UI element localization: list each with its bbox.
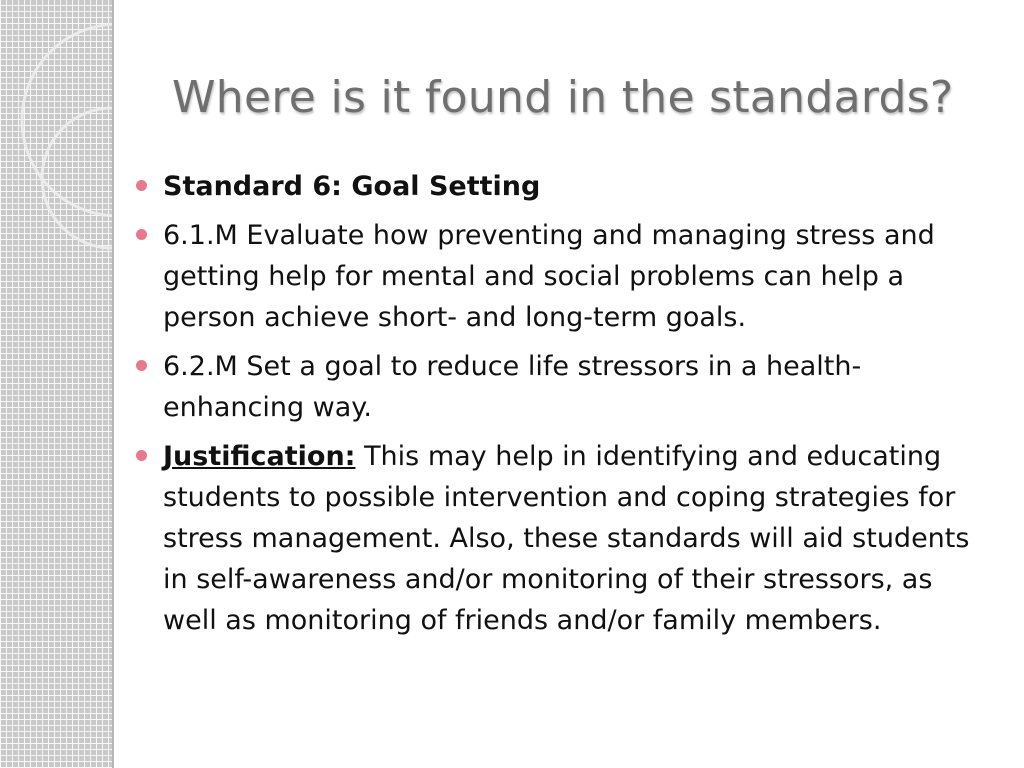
slide-title: Where is it found in the standards? — [172, 72, 954, 123]
justification-label: Justification: — [163, 441, 356, 472]
bullet-icon — [136, 450, 147, 461]
decorative-circles — [0, 0, 114, 768]
bullet-item-6-1-m — [132, 215, 982, 338]
bullet-item-justification — [132, 436, 982, 641]
decorative-grid-strip — [0, 0, 114, 768]
bullet-text: This may help in identifying and educating students to possible intervention and coping strategies for stress management. Also, these standards will aid students in self-awareness and/or monitoring of their stressors, as well as monitoring of friends and/or family members. — [163, 441, 970, 636]
bullet-text: Standard 6: Goal Setting — [163, 171, 541, 202]
bullet-item-standard — [132, 166, 982, 207]
bullet-icon — [136, 180, 147, 191]
bullet-icon — [136, 360, 147, 371]
bullet-list — [132, 166, 982, 649]
bullet-text: 6.1.M Evaluate how preventing and managing stress and getting help for mental and social problems can help a person achieve short- and long-term goals. — [163, 220, 935, 333]
bullet-item-6-2-m — [132, 346, 982, 428]
bullet-text: 6.2.M Set a goal to reduce life stressors in a health-enhancing way. — [163, 351, 862, 423]
bullet-icon — [136, 229, 147, 240]
